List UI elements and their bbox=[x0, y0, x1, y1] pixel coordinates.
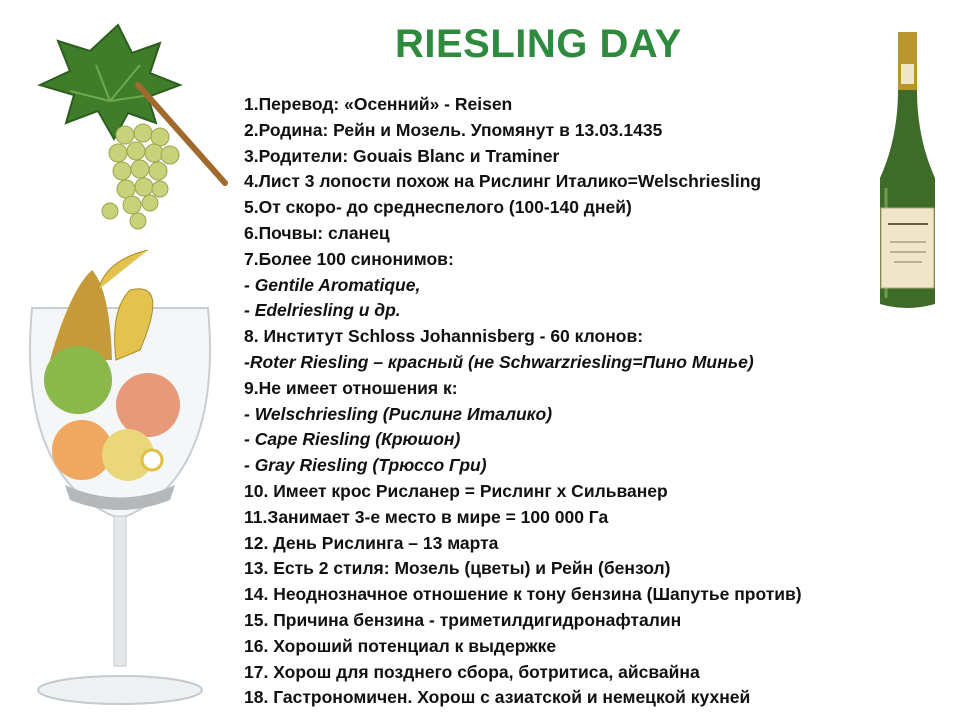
fact-item: -Roter Riesling – красный (не Schwarzriesling=Пино Минье) bbox=[244, 351, 754, 372]
fact-item: 12. День Рислинга – 13 марта bbox=[244, 532, 499, 553]
fact-item: - Cape Riesling (Крюшон) bbox=[244, 429, 461, 450]
fact-item: - Edelriesling и др. bbox=[244, 300, 401, 321]
fact-item: 10. Имеет крос Рисланер = Рислинг х Сильванер bbox=[244, 480, 668, 501]
wine-glass-with-fruit-icon bbox=[20, 250, 220, 715]
fact-item: 1.Перевод: «Осенний» - Reisen bbox=[244, 94, 513, 114]
fact-item: - Welschriesling (Рислинг Италико) bbox=[244, 403, 553, 424]
fact-item: 11.Занимает 3-е место в мире = 100 000 Га bbox=[244, 506, 609, 527]
grape-leaf-and-cluster-icon bbox=[0, 5, 240, 245]
fact-item: 3.Родители: Gouais Blanc и Traminer bbox=[244, 145, 560, 166]
fact-item: 14. Неоднозначное отношение к тону бензина (Шапутье против) bbox=[244, 584, 802, 605]
fact-item: 15. Причина бензина - триметилдигидронафталин bbox=[244, 609, 682, 630]
fact-item: 9.Не имеет отношения к: bbox=[244, 377, 458, 398]
page-title: RIESLING DAY bbox=[395, 22, 682, 66]
fact-item: 16. Хороший потенциал к выдержке bbox=[244, 635, 557, 656]
fact-item: - Gray Riesling (Трюссо Гри) bbox=[244, 455, 487, 476]
fact-item: 18. Гастрономичен. Хорош с азиатской и немецкой кухней bbox=[244, 687, 751, 708]
fact-item: 5.От скоро- до среднеспелого (100-140 дней) bbox=[244, 197, 632, 218]
fact-list bbox=[244, 92, 944, 711]
fact-item: 6.Почвы: сланец bbox=[244, 222, 390, 243]
fact-item: 8. Институт Schloss Johannisberg - 60 клонов: bbox=[244, 326, 644, 347]
fact-item: 13. Есть 2 стиля: Мозель (цветы) и Рейн (бензол) bbox=[244, 558, 671, 579]
fact-item: 2.Родина: Рейн и Мозель. Упомянут в 13.03.1435 bbox=[244, 119, 663, 140]
fact-item: 17. Хорош для позднего сбора, ботритиса, айсвайна bbox=[244, 661, 700, 682]
fact-item: - Gentile Aromatique, bbox=[244, 274, 421, 295]
fact-item: 4.Лист 3 лопости похож на Рислинг Италико=Welschriesling bbox=[244, 171, 762, 192]
fact-item: 7.Более 100 синонимов: bbox=[244, 248, 454, 269]
